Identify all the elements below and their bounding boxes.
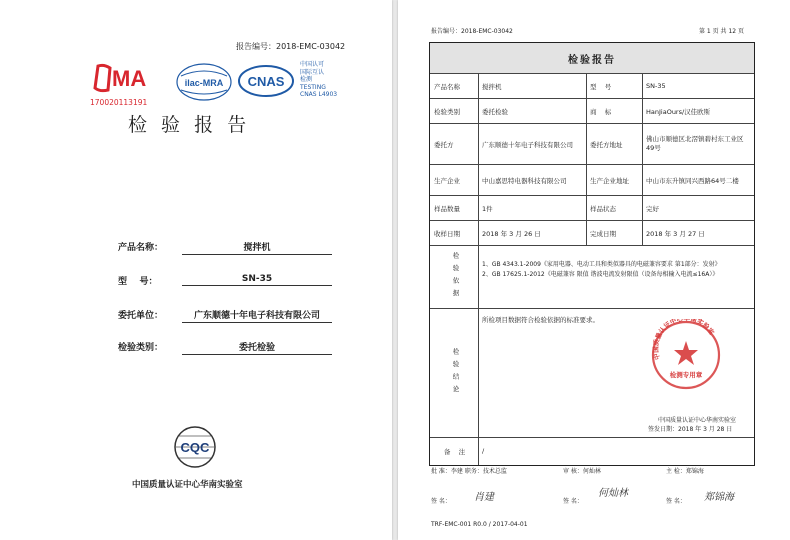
field-value: SN-35 bbox=[182, 274, 332, 286]
cell-label: 产品名称 bbox=[434, 82, 460, 91]
header-no-label: 报告编号： bbox=[431, 28, 462, 35]
cell-label: 收样日期 bbox=[434, 229, 460, 238]
cell-value: 2018 年 3 月 26 日 bbox=[482, 229, 541, 238]
field-label: 检验类别： bbox=[118, 343, 164, 353]
sign-label: 签 名： bbox=[431, 498, 451, 505]
grid-line bbox=[642, 74, 643, 245]
grid-line bbox=[586, 74, 587, 245]
svg-text:MA: MA bbox=[112, 66, 147, 91]
svg-text:CNAS: CNAS bbox=[247, 74, 285, 89]
review-label: 审 核： bbox=[563, 468, 583, 475]
sign-label: 签 名： bbox=[666, 498, 686, 505]
cell-label: 生产企业地址 bbox=[590, 176, 629, 185]
grid-line bbox=[478, 74, 479, 245]
cell-value: 佛山市顺德区北滘镇碧村东工业区49号 bbox=[646, 135, 744, 152]
field-label: 产品名称： bbox=[118, 243, 164, 253]
cell-value: SN-35 bbox=[646, 82, 666, 90]
main-tester: 郑锦海 bbox=[685, 468, 704, 475]
cell-value: 广东顺德十年电子科技有限公司 bbox=[482, 140, 573, 149]
report-no-value: 2018-EMC-03042 bbox=[276, 42, 346, 51]
sign-lab: 中国质量认证中心华南实验室 bbox=[658, 417, 737, 424]
cma-logo bbox=[90, 62, 160, 96]
field-value: 广东顺德十年电子科技有限公司 bbox=[182, 308, 332, 323]
approve-block bbox=[431, 466, 507, 475]
field-value: 委托检验 bbox=[182, 340, 332, 355]
svg-text:ilac-MRA: ilac-MRA bbox=[184, 78, 224, 88]
cnas-line: TESTING bbox=[300, 83, 326, 91]
cell-label: 完成日期 bbox=[590, 229, 616, 238]
cnas-line: 中国认可 bbox=[300, 61, 325, 68]
table-title: 检验报告 bbox=[568, 54, 616, 66]
remark-value: / bbox=[482, 447, 485, 455]
basis-label: 检验依据 bbox=[451, 252, 460, 302]
cell-value: 完好 bbox=[646, 204, 659, 213]
svg-text:CQC: CQC bbox=[180, 440, 210, 455]
table-title-row bbox=[430, 43, 754, 74]
report-table bbox=[429, 42, 755, 466]
cell-value: 中山市东升镇同兴西路64号二楼 bbox=[646, 176, 739, 185]
cell-label: 商 标 bbox=[590, 107, 612, 116]
svg-text:检测专用章: 检测专用章 bbox=[669, 371, 703, 379]
cell-value: 中山嘉思特电器科技有限公司 bbox=[482, 176, 567, 185]
cover-page bbox=[0, 0, 392, 540]
cell-label: 样品状态 bbox=[590, 204, 616, 213]
cell-label: 型 号 bbox=[590, 82, 612, 91]
cover-title: 检 验 报 告 bbox=[128, 114, 251, 136]
header-no-value: 2018-EMC-03042 bbox=[461, 28, 513, 35]
report-page bbox=[398, 0, 790, 540]
cell-label: 委托方 bbox=[434, 140, 454, 149]
field-label: 委托单位： bbox=[118, 311, 164, 321]
cell-label: 委托方地址 bbox=[590, 140, 623, 149]
form-footer: TRF-EMC-001 R0.0 / 2017-04-01 bbox=[431, 521, 528, 528]
cell-value: 搅拌机 bbox=[482, 82, 502, 91]
cell-value: 1件 bbox=[482, 204, 493, 213]
ilac-mra-logo bbox=[175, 62, 233, 102]
conclusion-label: 检验结论 bbox=[451, 348, 460, 398]
remark-label: 备 注 bbox=[444, 447, 466, 456]
cma-number: 170020113191 bbox=[90, 98, 148, 107]
cover-lab-name: 中国质量认证中心华南实验室 bbox=[132, 480, 243, 490]
reviewer: 何灿林 bbox=[582, 468, 601, 475]
grid-line bbox=[478, 246, 479, 465]
cnas-logo bbox=[237, 64, 295, 98]
report-no-label: 报告编号： bbox=[236, 42, 276, 51]
cell-value: HanJiaOurs/汉佳欧斯 bbox=[646, 107, 711, 116]
signature-approver: 肖建 bbox=[474, 492, 494, 503]
review-block bbox=[563, 466, 601, 475]
approve-label: 批 准： bbox=[431, 468, 451, 475]
cover-report-number bbox=[236, 41, 345, 52]
field-label: 型 号： bbox=[118, 277, 158, 287]
cell-value: 委托检验 bbox=[482, 107, 508, 116]
cnas-line: 国际互认 bbox=[300, 68, 325, 76]
basis-line: 2、GB 17625.1-2012《电磁兼容 限值 谐波电流发射限值（设备每相输入电流≤16A）》 bbox=[482, 271, 719, 278]
cell-label: 检验类别 bbox=[434, 107, 460, 116]
cell-label: 样品数量 bbox=[434, 204, 460, 213]
official-stamp bbox=[650, 319, 722, 391]
signature-reviewer: 何灿林 bbox=[598, 488, 628, 499]
page-info: 第 1 页 共 12 页 bbox=[699, 28, 744, 35]
conclusion-text: 所检项目数据符合检验依据的标准要求。 bbox=[482, 316, 599, 324]
report-header-number bbox=[431, 26, 513, 35]
cnas-line: 检测 bbox=[300, 76, 313, 83]
basis-line: 1、GB 4343.1-2009《家用电器、电动工具和类似器具的电磁兼容要求 第1部分：发射》 bbox=[482, 261, 721, 268]
main-test-label: 主 检： bbox=[666, 468, 686, 475]
cnas-text-block bbox=[300, 61, 337, 99]
basis-content bbox=[482, 260, 752, 280]
cqc-logo bbox=[165, 424, 225, 470]
cell-value: 2018 年 3 月 27 日 bbox=[646, 229, 705, 238]
svg-text:中国质量认证中心华南实验室: 中国质量认证中心 南实验室 bbox=[651, 319, 716, 361]
main-test-block bbox=[666, 466, 704, 475]
sign-date: 签发日期：2018 年 3 月 28 日 bbox=[648, 426, 733, 433]
approver: 李建 职务：技术总监 bbox=[450, 468, 507, 475]
cnas-line: CNAS L4903 bbox=[300, 91, 338, 98]
field-value: 搅拌机 bbox=[182, 240, 332, 255]
signature-main-tester: 郑锦海 bbox=[704, 492, 734, 503]
sign-label: 签 名： bbox=[563, 498, 583, 505]
cell-label: 生产企业 bbox=[434, 176, 460, 185]
